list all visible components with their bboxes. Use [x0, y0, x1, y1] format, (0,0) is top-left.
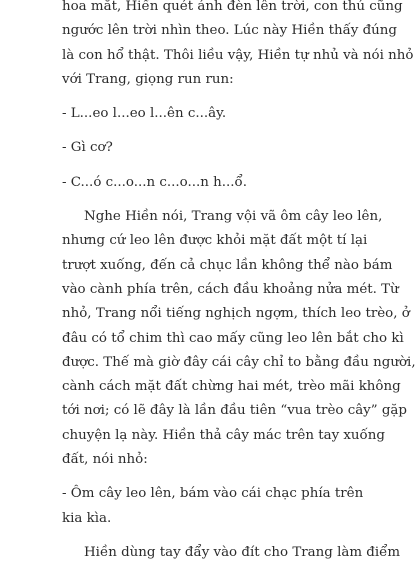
text-line: - C...ó c...o...n c...o...n h...ổ.	[62, 174, 247, 190]
text-line: - Ôm cây leo lên, bám vào cái chạc phía trên	[62, 486, 364, 502]
text-line: - Gì cơ?	[62, 140, 113, 156]
text-line: cành cách mặt đất chừng hai mét, trèo mãi không	[62, 379, 401, 395]
text-line: chuyện lạ này. Hiền thả cây mác trên tay xuống	[62, 427, 385, 443]
text-line: tới nơi; có lẽ đây là lần đầu tiên “vua trèo cây” gặp	[62, 403, 407, 419]
text-line: với Trang, giọng run run:	[62, 71, 234, 87]
dialogue-line	[62, 171, 344, 195]
text-line: - L...eo l...eo l...ên c...ây.	[62, 106, 227, 122]
text-line: đâu có tổ chim thì cao mấy cũng leo lên bắt cho kì	[62, 330, 404, 346]
paragraph-narration-clipped	[62, 541, 401, 565]
dialogue-line	[62, 136, 344, 160]
text-line: ngước lên trời nhìn theo. Lúc này Hiền thấy đúng	[62, 23, 397, 39]
dialogue-line	[62, 102, 344, 126]
text-line: kia kìa.	[62, 510, 112, 526]
text-line: nhỏ, Trang nổi tiếng nghịch ngợm, thích leo trèo, ở	[62, 306, 410, 322]
text-line: là con hổ thật. Thôi liều vậy, Hiền tự nhủ và nói nhỏ	[62, 47, 414, 63]
text-line: Nghe Hiền nói, Trang vội vã ôm cây leo lên,	[84, 209, 383, 225]
dialogue-paragraph	[62, 482, 364, 531]
page-body-text	[62, 0, 416, 565]
text-line: vào cành phía trên, cách đầu khoảng nửa mét. Từ	[62, 281, 399, 297]
text-line: nhưng cứ leo lên được khỏi mặt đất một tí lại	[62, 233, 368, 249]
text-line: trượt xuống, đến cả chục lần không thể nào bám	[62, 257, 393, 273]
paragraph-narration	[62, 205, 416, 472]
text-line: Hiền dùng tay đẩy vào đít cho Trang làm điểm	[84, 544, 401, 560]
text-line: được. Thế mà giờ đây cái cây chỉ to bằng đầu người,	[62, 354, 416, 370]
paragraph-narration-end	[62, 0, 414, 92]
text-line: hoa mắt, Hiền quét ánh đèn lên trời, con thú cũng	[62, 0, 403, 14]
text-line: đất, nói nhỏ:	[62, 452, 148, 468]
